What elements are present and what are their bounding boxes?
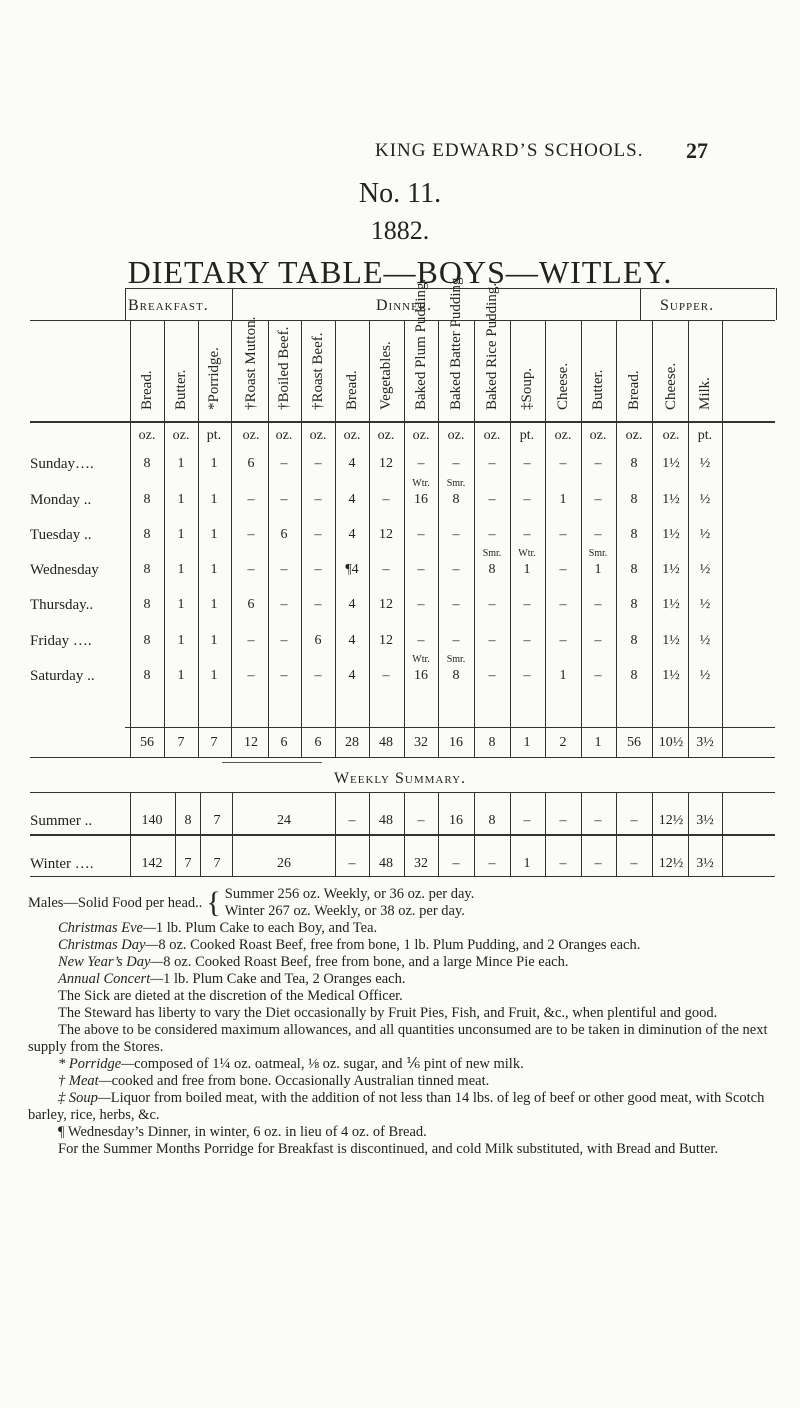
group-dinner: Dinner.: [376, 297, 433, 314]
summary-cell: –: [348, 813, 356, 828]
summary-cell: –: [417, 813, 425, 828]
note-new-year: [28, 954, 778, 971]
table-year: 1882.: [370, 216, 430, 245]
table-cell: 4: [348, 668, 356, 683]
table-cell: 8: [630, 668, 638, 683]
unit-label: oz.: [377, 428, 395, 443]
table-cell: 1: [523, 562, 531, 577]
table-cell: –: [280, 668, 288, 683]
unit-label: oz.: [242, 428, 260, 443]
table-cell: –: [280, 456, 288, 471]
table-cell: ½: [699, 633, 711, 648]
summary-cell: 32: [414, 856, 428, 871]
table-cell: 8: [452, 492, 460, 507]
weekly-summary-title: Weekly Summary.: [333, 770, 467, 787]
note-label: Christmas Eve—: [58, 920, 156, 936]
summary-cell: 142: [141, 856, 163, 871]
unit-label: oz.: [483, 428, 501, 443]
table-cell: 6: [247, 597, 255, 612]
summary-cell: –: [594, 813, 602, 828]
table-cell: –: [488, 597, 496, 612]
notes-block: [28, 886, 778, 1158]
column-header-label: Bread.: [139, 370, 155, 410]
total-cell: 10½: [658, 735, 684, 750]
note-label: * Porridge—: [58, 1056, 135, 1072]
column-header-label: Butter.: [173, 369, 189, 410]
table-cell: 1½: [662, 597, 680, 612]
column-header-label: Cheese.: [663, 362, 679, 410]
summary-cell: –: [559, 813, 567, 828]
summary-cell: 7: [213, 856, 221, 871]
unit-label: oz.: [343, 428, 361, 443]
table-cell: 8: [630, 633, 638, 648]
total-cell: 48: [379, 735, 393, 750]
table-cell: –: [594, 633, 602, 648]
table-cell: –: [247, 562, 255, 577]
season-note: Wtr.: [412, 478, 430, 489]
table-number: No. 11.: [358, 178, 442, 209]
column-header: [375, 320, 397, 410]
column-header-label: Baked Rice Pudding.: [484, 282, 500, 410]
table-cell: 6: [280, 527, 288, 542]
bracket: [222, 762, 322, 763]
unit-label: oz.: [662, 428, 680, 443]
note-label: New Year’s Day—: [58, 954, 164, 970]
table-cell: 1: [210, 633, 218, 648]
table-cell: 8: [143, 633, 151, 648]
table-cell: –: [452, 562, 460, 577]
table-cell: 4: [348, 456, 356, 471]
table-cell: 1: [177, 633, 185, 648]
column-header-label: Baked Batter Pudding.: [448, 273, 464, 410]
season-note: Wtr.: [518, 548, 536, 559]
summary-cell: 7: [213, 813, 221, 828]
summary-cell: 3½: [696, 856, 714, 871]
table-cell: 8: [630, 527, 638, 542]
column-header: [587, 320, 609, 410]
table-cell: 1½: [662, 633, 680, 648]
summary-cell: –: [630, 813, 638, 828]
summary-column-line: [130, 792, 131, 876]
table-cell: 4: [348, 492, 356, 507]
table-cell: 8: [143, 597, 151, 612]
unit-label: oz.: [447, 428, 465, 443]
table-cell: ½: [699, 668, 711, 683]
column-header: [240, 316, 262, 410]
table-cell: 1: [210, 492, 218, 507]
summary-cell: 8: [488, 813, 496, 828]
table-cell: –: [523, 668, 531, 683]
table-cell: 6: [247, 456, 255, 471]
column-header: [170, 320, 192, 410]
table-cell: –: [594, 527, 602, 542]
column-header-label: Bread.: [344, 370, 360, 410]
column-header: [445, 273, 467, 410]
summary-cell: –: [523, 813, 531, 828]
table-cell: 1: [210, 527, 218, 542]
group-supper: Supper.: [660, 297, 715, 314]
table-cell: 1: [559, 492, 567, 507]
unit-label: pt.: [206, 428, 222, 443]
summary-cell: –: [348, 856, 356, 871]
table-cell: 16: [414, 492, 428, 507]
column-header-label: Cheese.: [555, 362, 571, 410]
table-cell: 1½: [662, 527, 680, 542]
summary-cell: 48: [379, 813, 393, 828]
table-cell: –: [559, 633, 567, 648]
table-cell: –: [382, 668, 390, 683]
table-cell: –: [488, 492, 496, 507]
table-cell: 4: [348, 527, 356, 542]
table-cell: 8: [452, 668, 460, 683]
row-day-label: Saturday ..: [30, 668, 95, 684]
summary-cell: –: [488, 856, 496, 871]
table-cell: –: [417, 562, 425, 577]
males-values: [225, 886, 475, 920]
note-christmas-eve: [28, 920, 778, 937]
table-cell: –: [594, 456, 602, 471]
unit-label: oz.: [172, 428, 190, 443]
note-meat: [28, 1073, 778, 1090]
note-text: Liquor from boiled meat, with the addition of not less than 14 lbs. of leg of beef or other good meat, with Scotch barley, rice, herbs, &c.: [28, 1090, 765, 1123]
table-cell: 4: [348, 597, 356, 612]
column-header: [481, 282, 503, 410]
summary-row-label: Summer ..: [30, 813, 93, 829]
total-cell: 6: [280, 735, 288, 750]
table-cell: ½: [699, 456, 711, 471]
table-cell: –: [523, 492, 531, 507]
note-text: 1 lb. Plum Cake and Tea, 2 Oranges each.: [163, 971, 406, 987]
total-cell: 8: [488, 735, 496, 750]
column-header: [410, 278, 432, 410]
table-cell: –: [452, 527, 460, 542]
total-cell: 3½: [696, 735, 714, 750]
column-header: [273, 320, 295, 410]
summary-cell: 24: [277, 813, 291, 828]
season-note: Smr.: [446, 478, 466, 489]
row-day-label: Wednesday: [30, 562, 99, 578]
column-header-label: †Roast Beef.: [310, 332, 326, 410]
column-header-label: Butter.: [590, 369, 606, 410]
table-cell: 12: [379, 597, 393, 612]
note-annual-concert: [28, 971, 778, 988]
table-cell: –: [417, 633, 425, 648]
table-cell: –: [314, 562, 322, 577]
males-label: Males—Solid Food per head..: [28, 894, 203, 911]
note-text: The Steward has liberty to vary the Diet occasionally by Fruit Pies, Fish, and Fruit, &c., when plentiful and good.: [58, 1005, 718, 1021]
note-porridge: [28, 1056, 778, 1073]
note-text: The above to be considered maximum allowances, and all quantities unconsumed are to be taken in diminution of the next supply from the Stores.: [28, 1022, 768, 1055]
table-cell: –: [247, 492, 255, 507]
table-cell: –: [594, 597, 602, 612]
column-header-label: Milk.: [697, 377, 713, 410]
males-summer: Summer 256 oz. Weekly, or 36 oz. per day.: [224, 886, 475, 902]
note-label: Annual Concert—: [58, 971, 164, 987]
table-cell: 8: [630, 456, 638, 471]
note-sick: The Sick are dieted at the discretion of the Medical Officer.: [58, 988, 403, 1004]
table-cell: –: [314, 527, 322, 542]
column-header-label: ‡Soup.: [519, 367, 535, 410]
note-text: 8 oz. Cooked Roast Beef, free from bone, 1 lb. Plum Pudding, and 2 Oranges each.: [158, 937, 641, 953]
divider: [640, 288, 641, 320]
season-note: Smr.: [482, 548, 502, 559]
table-cell: 1: [594, 562, 602, 577]
total-cell: 32: [414, 735, 428, 750]
table-cell: ½: [699, 527, 711, 542]
unit-label: oz.: [412, 428, 430, 443]
unit-label: oz.: [554, 428, 572, 443]
rule: [30, 421, 775, 423]
total-cell: 1: [523, 735, 531, 750]
summary-cell: 12½: [658, 813, 684, 828]
table-cell: 8: [143, 527, 151, 542]
note-christmas-day: [28, 937, 778, 954]
table-cell: –: [417, 597, 425, 612]
rule: [125, 727, 775, 728]
table-cell: –: [417, 527, 425, 542]
table-cell: –: [523, 597, 531, 612]
table-cell: 8: [143, 562, 151, 577]
table-cell: –: [280, 597, 288, 612]
column-header-label: Bread.: [626, 370, 642, 410]
note-maximum: [28, 1022, 778, 1056]
total-cell: 6: [314, 735, 322, 750]
rule: [30, 876, 775, 877]
total-cell: 28: [345, 735, 359, 750]
row-day-label: Friday ….: [30, 633, 92, 649]
table-cell: ¶4: [345, 562, 359, 577]
season-note: Smr.: [446, 654, 466, 665]
column-header: [341, 320, 363, 410]
table-cell: 1: [210, 456, 218, 471]
table-cell: –: [594, 668, 602, 683]
table-cell: 1: [210, 668, 218, 683]
unit-label: oz.: [275, 428, 293, 443]
note-label: Christmas Day—: [58, 937, 159, 953]
table-cell: 8: [630, 562, 638, 577]
table-cell: –: [452, 633, 460, 648]
table-cell: 12: [379, 527, 393, 542]
table-cell: 8: [143, 456, 151, 471]
page-number: 27: [686, 138, 708, 163]
table-cell: –: [280, 633, 288, 648]
note-wednesday: ¶ Wednesday’s Dinner, in winter, 6 oz. in lieu of 4 oz. of Bread.: [58, 1124, 427, 1140]
summary-row-label: Winter ….: [30, 856, 94, 872]
rule: [30, 834, 775, 836]
row-day-label: Monday ..: [30, 492, 92, 508]
rule: [30, 757, 775, 758]
table-cell: –: [452, 456, 460, 471]
table-cell: –: [314, 492, 322, 507]
table-cell: –: [280, 562, 288, 577]
unit-label: oz.: [625, 428, 643, 443]
unit-label: pt.: [519, 428, 535, 443]
table-cell: 8: [630, 492, 638, 507]
column-header: [623, 320, 645, 410]
total-cell: 7: [210, 735, 218, 750]
table-cell: 1: [210, 562, 218, 577]
table-cell: 1: [177, 562, 185, 577]
column-header: [307, 320, 329, 410]
table-cell: 16: [414, 668, 428, 683]
page-title: DIETARY TABLE—BOYS—WITLEY.: [127, 254, 673, 290]
summary-cell: 48: [379, 856, 393, 871]
table-cell: –: [488, 668, 496, 683]
table-cell: –: [314, 668, 322, 683]
note-label: ‡ Soup—: [58, 1090, 111, 1106]
table-cell: 1½: [662, 668, 680, 683]
total-cell: 7: [177, 735, 185, 750]
table-cell: 12: [379, 456, 393, 471]
table-cell: 1: [559, 668, 567, 683]
table-cell: 1½: [662, 456, 680, 471]
table-cell: 8: [630, 597, 638, 612]
males-winter: Winter 267 oz. Weekly, or 38 oz. per day.: [224, 903, 465, 919]
summary-cell: 7: [184, 856, 192, 871]
divider: [125, 288, 126, 320]
table-cell: 1: [177, 492, 185, 507]
column-header: [136, 320, 158, 410]
divider: [232, 288, 233, 320]
table-cell: 1½: [662, 562, 680, 577]
note-text: 1 lb. Plum Cake to each Boy, and Tea.: [155, 920, 378, 936]
table-cell: –: [559, 456, 567, 471]
table-cell: ½: [699, 597, 711, 612]
row-day-label: Sunday….: [30, 456, 94, 472]
unit-label: oz.: [589, 428, 607, 443]
table-cell: ½: [699, 562, 711, 577]
total-cell: 16: [449, 735, 463, 750]
summary-cell: 3½: [696, 813, 714, 828]
table-cell: –: [280, 492, 288, 507]
total-cell: 56: [627, 735, 641, 750]
season-note: Smr.: [588, 548, 608, 559]
table-cell: 1: [177, 597, 185, 612]
unit-label: oz.: [138, 428, 156, 443]
table-cell: 1: [177, 456, 185, 471]
table-cell: 8: [143, 492, 151, 507]
total-cell: 56: [140, 735, 154, 750]
table-cell: 8: [143, 668, 151, 683]
total-cell: 2: [559, 735, 567, 750]
note-text: For the Summer Months Porridge for Breakfast is discontinued, and cold Milk substituted, with Bread and Butter.: [58, 1141, 719, 1157]
table-cell: –: [247, 633, 255, 648]
row-day-label: Thursday..: [30, 597, 94, 613]
table-cell: –: [594, 492, 602, 507]
column-header-label: Baked Plum Pudding.: [413, 278, 429, 410]
divider: [776, 288, 777, 320]
column-header-label: †Boiled Beef.: [276, 326, 292, 410]
table-cell: 1: [177, 527, 185, 542]
summary-cell: 26: [277, 856, 291, 871]
table-cell: –: [523, 633, 531, 648]
total-cell: 1: [594, 735, 602, 750]
brace-icon: {: [206, 886, 221, 919]
summary-cell: 1: [523, 856, 531, 871]
row-day-label: Tuesday ..: [30, 527, 92, 543]
table-cell: 12: [379, 633, 393, 648]
note-summer-months: [28, 1141, 778, 1158]
note-text: cooked and free from bone. Occasionally Australian tinned meat.: [111, 1073, 490, 1089]
table-cell: –: [488, 527, 496, 542]
summary-cell: –: [594, 856, 602, 871]
table-cell: –: [247, 527, 255, 542]
table-cell: –: [314, 456, 322, 471]
column-header: [552, 320, 574, 410]
table-cell: –: [452, 597, 460, 612]
table-cell: –: [559, 562, 567, 577]
table-cell: –: [417, 456, 425, 471]
column-header: [516, 320, 538, 410]
group-breakfast: Breakfast.: [128, 297, 209, 314]
total-cell: 12: [244, 735, 258, 750]
table-cell: –: [523, 527, 531, 542]
note-text: composed of 1¼ oz. oatmeal, ⅛ oz. sugar, and ⅙ pint of new milk.: [134, 1056, 524, 1072]
note-label: † Meat—: [58, 1073, 112, 1089]
note-steward: [28, 1005, 778, 1022]
summary-cell: 16: [449, 813, 463, 828]
unit-label: pt.: [697, 428, 713, 443]
summary-cell: 140: [141, 813, 163, 828]
table-cell: 4: [348, 633, 356, 648]
unit-label: oz.: [309, 428, 327, 443]
column-header-label: *Porridge.: [206, 347, 222, 410]
table-cell: 1: [177, 668, 185, 683]
table-cell: 1: [210, 597, 218, 612]
table-cell: –: [488, 456, 496, 471]
note-soup: [28, 1090, 778, 1124]
column-header: [694, 320, 716, 410]
table-cell: 6: [314, 633, 322, 648]
column-header-label: †Roast Mutton.: [243, 316, 259, 410]
table-cell: 8: [488, 562, 496, 577]
table-cell: ½: [699, 492, 711, 507]
column-header-label: Vegetables.: [378, 341, 394, 410]
table-cell: 1½: [662, 492, 680, 507]
summary-cell: 8: [184, 813, 192, 828]
note-text: 8 oz. Cooked Roast Beef, free from bone, and a large Mince Pie each.: [163, 954, 569, 970]
running-head: KING EDWARD’S SCHOOLS.: [375, 140, 644, 161]
table-cell: –: [559, 597, 567, 612]
summary-cell: 12½: [658, 856, 684, 871]
table-cell: –: [523, 456, 531, 471]
table-cell: –: [559, 527, 567, 542]
table-cell: –: [382, 562, 390, 577]
season-note: Wtr.: [412, 654, 430, 665]
table-cell: –: [382, 492, 390, 507]
column-header: [203, 320, 225, 410]
rule: [30, 792, 775, 793]
summary-cell: –: [559, 856, 567, 871]
table-cell: –: [314, 597, 322, 612]
males-solid-food: [28, 886, 778, 920]
summary-cell: –: [630, 856, 638, 871]
table-cell: –: [488, 633, 496, 648]
column-header: [660, 320, 682, 410]
table-cell: –: [247, 668, 255, 683]
summary-cell: –: [452, 856, 460, 871]
